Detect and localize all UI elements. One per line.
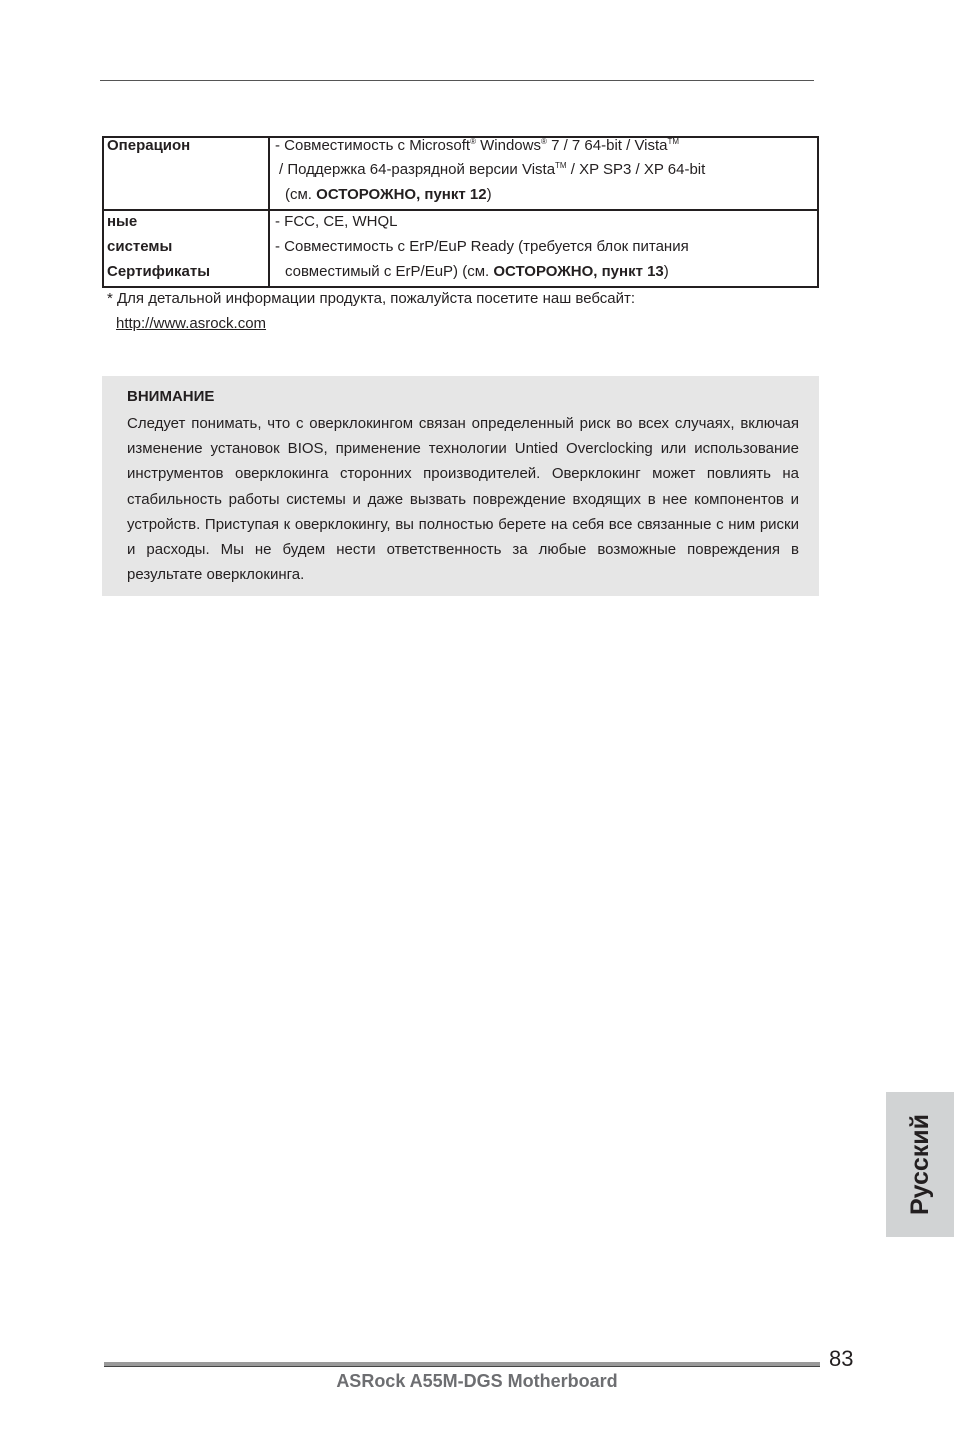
warning-text: Следует понимать, что с оверклокингом связан определенный риск во всех случаях, включая изменение установок BIOS, применение технологии Untied Overclocking или использование инструментов оверклокинга сторонних производителей. Оверклокинг может повлиять на стабильность работы системы и даже вызвать повреждение входящих в нее компонентов и устройств. Приступая к оверклокингу, вы полностью берете на себя все связанные с ним риски и расходы. Мы не будем нести ответственность за любые возможные повреждения в результате оверклокинга.	[127, 415, 799, 584]
spec-label-line: ные	[107, 213, 138, 230]
footer-title: ASRock A55M-DGS Motherboard	[336, 1371, 618, 1391]
spec-label-certifications	[104, 211, 270, 286]
spec-line: совместимый с ErP/EuP) (см. ОСТОРОЖНО, пункт 13)	[285, 263, 669, 280]
spec-line: - Совместимость с Microsoft® Windows® 7 / 7 64-bit / Vista™	[275, 138, 680, 154]
spec-values-certifications	[270, 211, 817, 286]
language-tab	[886, 1092, 954, 1237]
spec-row-certifications	[104, 209, 817, 286]
spec-row-os	[104, 138, 817, 209]
footer-rule	[104, 1362, 820, 1367]
footnote-text: * Для детальной информации продукта, пожалуйста посетите наш вебсайт:	[107, 290, 636, 307]
spec-label-line: системы	[107, 238, 173, 255]
spec-line: (см. ОСТОРОЖНО, пункт 12)	[285, 186, 492, 203]
language-tab-label: Русский	[905, 1113, 934, 1216]
spec-values-os	[270, 138, 817, 209]
header-rule	[100, 80, 814, 81]
spec-label-os	[104, 138, 270, 209]
spec-label-line: Сертификаты	[107, 263, 211, 280]
warning-box	[102, 376, 819, 596]
warning-title: ВНИМАНИЕ	[127, 388, 215, 405]
website-link[interactable]: http://www.asrock.com	[116, 315, 267, 332]
spec-table	[102, 136, 819, 288]
spec-label-line: Операцион	[107, 138, 191, 154]
page-number: 83	[829, 1346, 854, 1371]
spec-line: - FCC, CE, WHQL	[275, 213, 398, 230]
footnote	[107, 286, 635, 336]
spec-line: / Поддержка 64-разрядной версии Vista™ / XP SP3 / XP 64-bit	[279, 161, 706, 178]
spec-line: - Совместимость с ErP/EuP Ready (требуется блок питания	[275, 238, 689, 255]
